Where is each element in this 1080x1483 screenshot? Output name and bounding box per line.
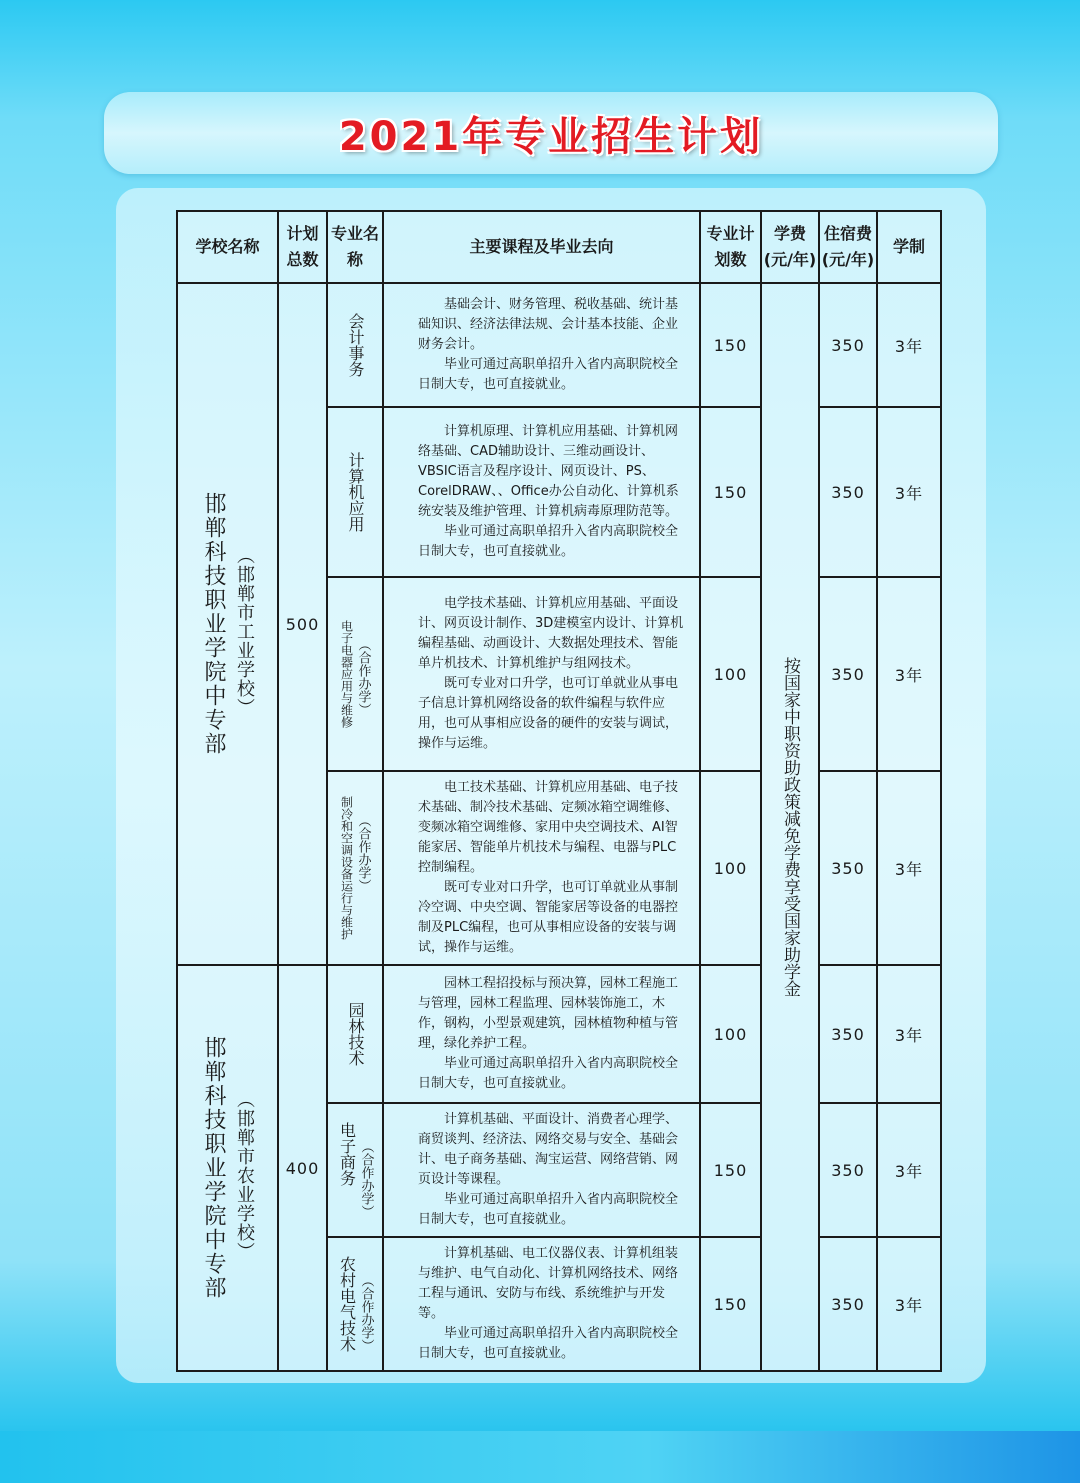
lodging-fee: 350 — [819, 965, 877, 1103]
major-name: 制冷和空调设备运行与维护 — [339, 796, 354, 940]
school-alias: （邯郸市工业学校） — [234, 546, 255, 717]
lodging-fee: 350 — [819, 407, 877, 577]
major-name: 园林技术 — [346, 1002, 365, 1066]
title-banner — [104, 92, 998, 174]
career-text: 既可专业对口升学，也可订单就业从事电子信息计算机网络设备的软件编程与软件应用，也可从事相应设备的硬件的安装与调试，操作与运维。 — [418, 676, 679, 751]
plan-total: 400 — [278, 965, 327, 1371]
duration: 3年 — [877, 771, 941, 965]
coop-tag: （合作办学） — [358, 1274, 374, 1352]
coop-tag: （合作办学） — [358, 1140, 374, 1218]
course-cell — [383, 577, 700, 771]
major-cell — [327, 1103, 383, 1237]
tuition-cell — [761, 283, 819, 1371]
duration: 3年 — [877, 577, 941, 771]
major-name: 电子商务 — [337, 1122, 357, 1186]
major-name: 农村电气技术 — [337, 1256, 357, 1352]
course-cell — [383, 283, 700, 407]
duration: 3年 — [877, 1103, 941, 1237]
major-cell — [327, 407, 383, 577]
table-row — [177, 965, 941, 1103]
tuition-policy: 按国家中职资助政策减免学费享受国家助学金 — [780, 657, 800, 997]
header-major: 专业名称 — [327, 211, 383, 283]
table-header-row — [177, 211, 941, 283]
career-text: 毕业可通过高职单招升入省内高职院校全日制大专，也可直接就业。 — [418, 1326, 679, 1361]
career-text: 毕业可通过高职单招升入省内高职院校全日制大专，也可直接就业。 — [418, 1192, 679, 1227]
header-courses: 主要课程及毕业去向 — [383, 211, 700, 283]
career-text: 既可专业对口升学，也可订单就业从事制冷空调、中央空调、智能家居等设备的电器控制及PLC编程，也可从事相应设备的安装与调试，操作与运维。 — [418, 880, 679, 955]
course-list: 电工技术基础、计算机应用基础、电子技术基础、制冷技术基础、定频冰箱空调维修、变频冰箱空调维修、家用中央空调技术、AI智能家居、智能单片机技术与编程、电器与PLC控制编程。 — [418, 780, 679, 875]
header-tuition: 学费(元/年) — [761, 211, 819, 283]
school-cell-industrial — [177, 283, 278, 965]
major-cell — [327, 771, 383, 965]
school-cell-agricultural — [177, 965, 278, 1371]
major-plan: 150 — [700, 1237, 761, 1371]
course-list: 计算机基础、平面设计、消费者心理学、商贸谈判、经济法、网络交易与安全、基础会计、电子商务基础、淘宝运营、网络营销、网页设计等课程。 — [418, 1112, 679, 1187]
major-cell — [327, 965, 383, 1103]
school-alias: （邯郸市农业学校） — [234, 1090, 255, 1261]
header-lodging: 住宿费(元/年) — [819, 211, 877, 283]
course-cell — [383, 1237, 700, 1371]
header-plan: 专业计划数 — [700, 211, 761, 283]
major-cell — [327, 283, 383, 407]
course-cell — [383, 965, 700, 1103]
major-plan: 100 — [700, 771, 761, 965]
major-plan: 150 — [700, 1103, 761, 1237]
duration: 3年 — [877, 283, 941, 407]
major-name: 会计事务 — [346, 313, 365, 377]
plan-total: 500 — [278, 283, 327, 965]
lodging-fee: 350 — [819, 771, 877, 965]
course-list: 计算机原理、计算机应用基础、计算机网络基础、CAD辅助设计、三维动画设计、VBSIC语言及程序设计、网页设计、PS、CorelDRAW、、Office办公自动化、计算机系统安装及维护管理、计算机病毒原理防范等。 — [418, 424, 679, 519]
career-text: 毕业可通过高职单招升入省内高职院校全日制大专，也可直接就业。 — [418, 357, 679, 392]
course-list: 电学技术基础、计算机应用基础、平面设计、网页设计制作、3D建模室内设计、计算机编程基础、动画设计、大数据处理技术、智能单片机技术、计算机维护与组网技术。 — [418, 596, 684, 671]
duration: 3年 — [877, 965, 941, 1103]
course-cell — [383, 1103, 700, 1237]
career-text: 毕业可通过高职单招升入省内高职院校全日制大专，也可直接就业。 — [418, 1056, 679, 1091]
header-total: 计划总数 — [278, 211, 327, 283]
course-list: 基础会计、财务管理、税收基础、统计基础知识、经济法律法规、会计基本技能、企业财务会计。 — [418, 297, 679, 352]
lodging-fee: 350 — [819, 1103, 877, 1237]
school-name: 邯郸科技职业学院中专部 — [201, 492, 226, 756]
major-cell — [327, 1237, 383, 1371]
coop-tag: （合作办学） — [355, 638, 371, 716]
header-school: 学校名称 — [177, 211, 278, 283]
lodging-fee: 350 — [819, 577, 877, 771]
lodging-fee: 350 — [819, 283, 877, 407]
major-plan: 100 — [700, 965, 761, 1103]
major-name: 计算机应用 — [346, 452, 365, 532]
enrollment-plan-table — [176, 210, 942, 1372]
course-list: 园林工程招投标与预决算，园林工程施工与管理，园林工程监理、园林装饰施工，木作，钢构，小型景观建筑，园林植物种植与管理，绿化养护工程。 — [418, 976, 679, 1051]
major-plan: 100 — [700, 577, 761, 771]
career-text: 毕业可通过高职单招升入省内高职院校全日制大专，也可直接就业。 — [418, 524, 679, 559]
major-cell — [327, 577, 383, 771]
major-plan: 150 — [700, 407, 761, 577]
course-cell — [383, 771, 700, 965]
course-list: 计算机基础、电工仪器仪表、计算机组装与维护、电气自动化、计算机网络技术、网络工程与通讯、安防与布线、系统维护与开发等。 — [418, 1246, 679, 1321]
lodging-fee: 350 — [819, 1237, 877, 1371]
school-name: 邯郸科技职业学院中专部 — [201, 1036, 226, 1300]
table-row — [177, 283, 941, 407]
bottom-strip — [0, 1431, 1080, 1483]
page-title: 2021年专业招生计划 — [338, 113, 764, 160]
major-name: 电子电器应用与维修 — [339, 620, 354, 728]
course-cell — [383, 407, 700, 577]
coop-tag: （合作办学） — [355, 814, 371, 892]
duration: 3年 — [877, 407, 941, 577]
duration: 3年 — [877, 1237, 941, 1371]
major-plan: 150 — [700, 283, 761, 407]
header-duration: 学制 — [877, 211, 941, 283]
